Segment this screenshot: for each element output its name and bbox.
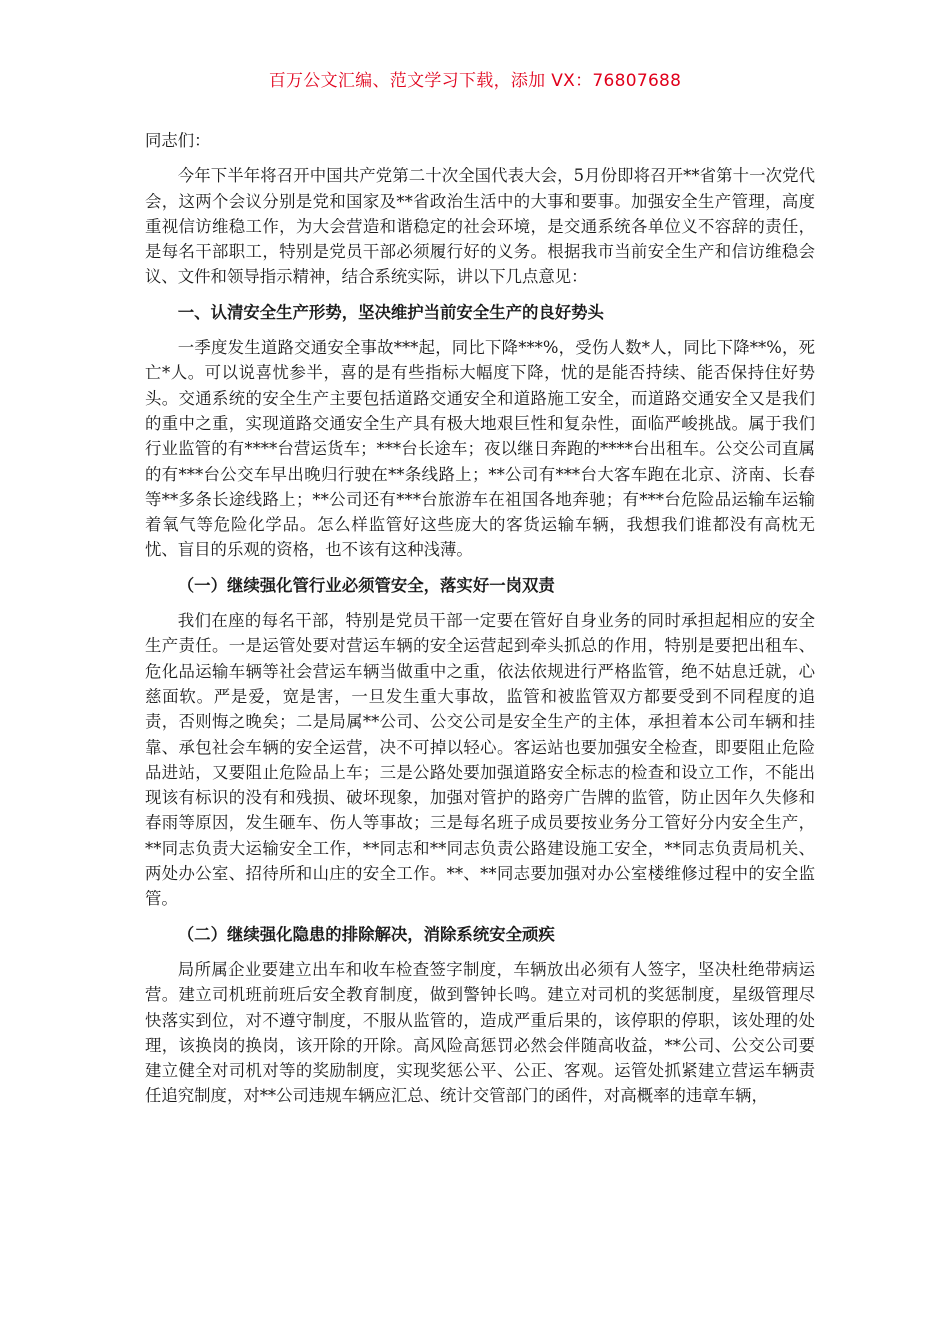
- salutation: 同志们：: [145, 131, 211, 150]
- subsection-1-paragraph: 我们在座的每名干部，特别是党员干部一定要在管好自身业务的同时承担起相应的安全生产责任。一是运管处要对营运车辆的安全运营起到牵头抓总的作用，特别是要把出租车、危化品运输车辆等社会营运车辆当做重中之重，依法依规进行严格监管，绝不姑息迁就，心慈面软。严是爱，宽是害，一旦发生重大事故，监管和被监管双方都要受到不同程度的追责，否则悔之晚矣；二是局属**公司、公交公司是安全生产的主体，承担着本公司车辆和挂靠、承包社会车辆的安全运营，决不可掉以轻心。客运站也要加强安全检查，即要阻止危险品进站，又要阻止危险品上车；三是公路处要加强道路安全标志的检查和设立工作，不能出现该有标识的没有和残损、破坏现象，加强对管护的路旁广告牌的监管，防止因年久失修和春雨等原因，发生砸车、伤人等事故；三是每名班子成员要按业务分工管好分内安全生产，**同志负责大运输安全工作，**同志和**同志负责公路建设施工安全，**同志负责局机关、两处办公室、招待所和山庄的安全工作。**、**同志要加强对办公室楼维修过程中的安全监管。: [145, 611, 815, 909]
- subsection-2-paragraph: 局所属企业要建立出车和收车检查签字制度，车辆放出必须有人签字，坚决杜绝带病运营。建立司机班前班后安全教育制度，做到警钟长鸣。建立对司机的奖惩制度，星级管理尽快落实到位，对不遵守制度，不服从监管的，造成严重后果的，该停职的停职，该处理的处理，该换岗的换岗，该开除的开除。高风险高惩罚必然会伴随高收益，**公司、公交公司要建立健全对司机对等的奖励制度，实现奖惩公平、公正、客观。运管处抓紧建立营运车辆责任追究制度，对**公司违规车辆应汇总、统计交管部门的函件，对高概率的违章车辆，: [145, 959, 815, 1106]
- intro-paragraph: 今年下半年将召开中国共产党第二十次全国代表大会，5月份即将召开**省第十一次党代会，这两个会议分别是党和国家及**省政治生活中的大事和要事。加强安全生产管理，高度重视信访维稳工作，为大会营造和谐稳定的社会环境，是交通系统各单位义不容辞的责任，是每名干部职工，特别是党员干部必须履行好的义务。根据我市当前安全生产和信访维稳会议、文件和领导指示精神，结合系统实际，讲以下几点意见：: [145, 166, 815, 287]
- section-1-paragraph: 一季度发生道路交通安全事故***起，同比下降***%，受伤人数*人，同比下降**%，死亡*人。可以说喜忧参半，喜的是有些指标大幅度下降，忧的是能否持续、能否保持住好势头。交通系统的安全生产主要包括道路交通安全和道路施工安全，而道路交通安全又是我们的重中之重，实现道路交通安全生产具有极大地艰巨性和复杂性，面临严峻挑战。属于我们行业监管的有****台营运货车；***台长途车；夜以继日奔跑的****台出租车。公交公司直属的有***台公交车早出晚归行驶在**条线路上；**公司有***台大客车跑在北京、济南、长春等**多条长途线路上；**公司还有***台旅游车在祖国各地奔驰；有***台危险品运输车运输着氧气等危险化学品。怎么样监管好这些庞大的客货运输车辆，我想我们谁都没有高枕无忧、盲目的乐观的资格，也不该有这种浅薄。: [145, 338, 815, 560]
- promo-banner: 百万公文汇编、范文学习下载，添加 VX：76807688: [268, 71, 682, 91]
- subsection-heading-1: （一）继续强化管行业必须管安全，落实好一岗双责: [177, 575, 555, 595]
- section-heading-1: 一、认清安全生产形势，坚决维护当前安全生产的良好势头: [177, 302, 604, 322]
- subsection-heading-2: （二）继续强化隐患的排除解决，消除系统安全顽疾: [177, 924, 555, 944]
- document-body: [145, 128, 815, 1117]
